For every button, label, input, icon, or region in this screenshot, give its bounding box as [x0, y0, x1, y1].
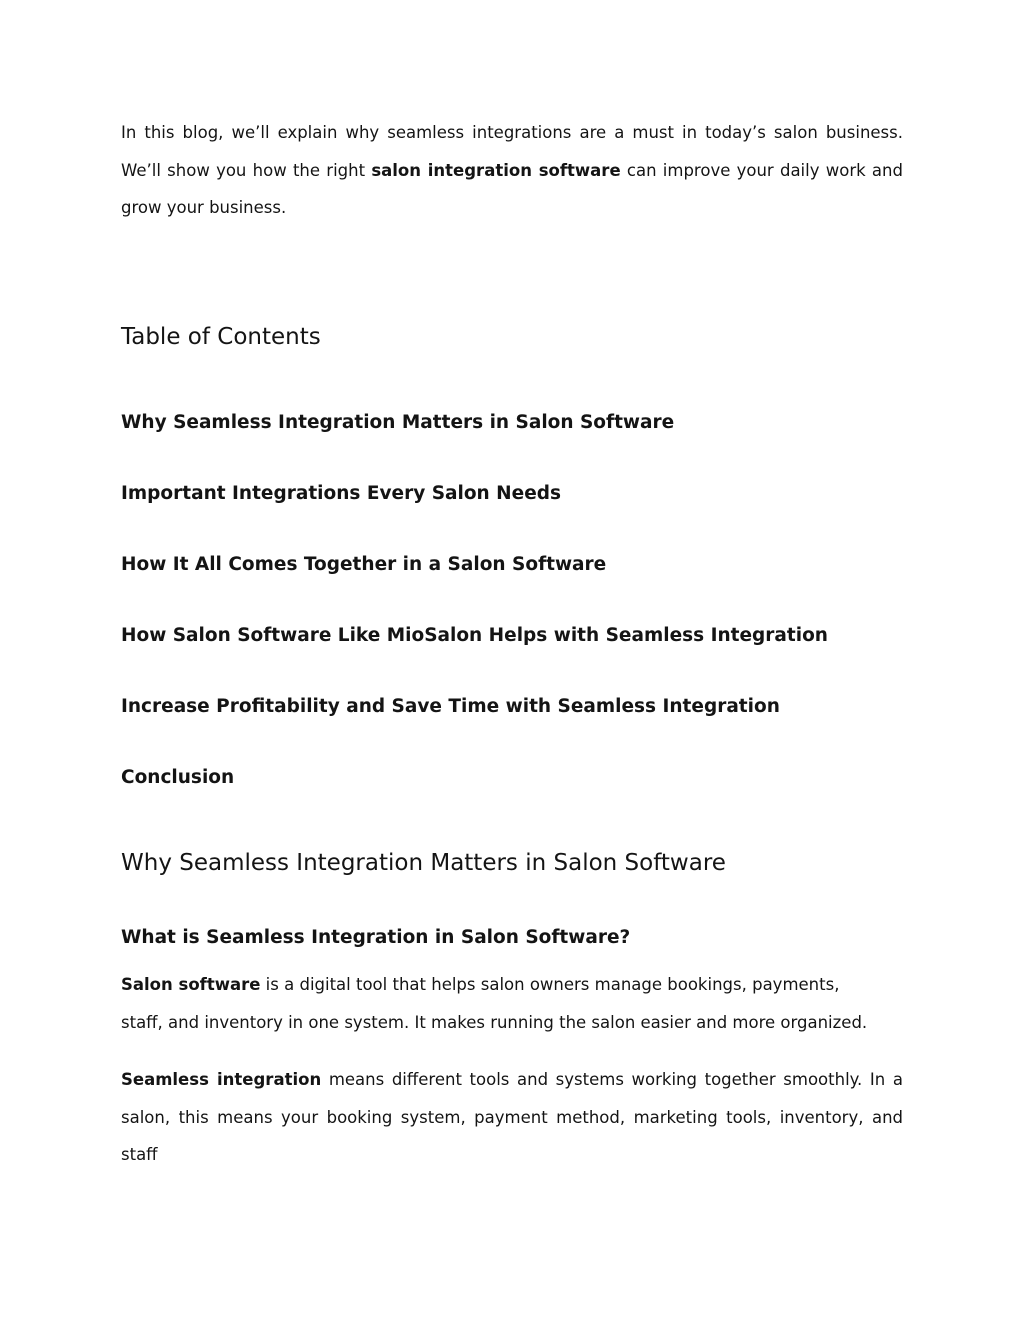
salon-software-paragraph: [121, 966, 881, 1041]
toc-title: Table of Contents: [121, 324, 321, 350]
intro-text-after: can improve your daily work and grow your business.: [121, 160, 903, 217]
toc-item-why-seamless-integration[interactable]: Why Seamless Integration Matters in Salon Software: [121, 412, 675, 433]
salon-software-bold: Salon software: [121, 975, 261, 994]
toc-item-how-it-comes-together[interactable]: How It All Comes Together in a Salon Software: [121, 554, 607, 575]
seamless-integration-paragraph: [121, 1061, 903, 1174]
salon-software-text: is a digital tool that helps salon owners manage bookings, payments, staff, and inventory in one system. It makes running the salon easier and more organized.: [121, 975, 868, 1032]
toc-item-important-integrations[interactable]: Important Integrations Every Salon Needs: [121, 483, 561, 504]
intro-bold-keyword: salon integration software: [371, 160, 621, 180]
toc-item-increase-profitability[interactable]: Increase Profitability and Save Time with Seamless Integration: [121, 696, 780, 717]
intro-text-before: In this blog, we’ll explain why seamless integrations are a must in today’s salon business. We’ll show you how the right: [121, 123, 903, 180]
toc-item-conclusion[interactable]: Conclusion: [121, 767, 235, 788]
toc-item-miosalon-helps[interactable]: How Salon Software Like MioSalon Helps with Seamless Integration: [121, 625, 828, 646]
seamless-integration-text: means different tools and systems working together smoothly. In a salon, this means your booking system, payment method, marketing tools, inventory, and staff: [121, 1070, 903, 1164]
intro-paragraph: [121, 114, 903, 227]
section-heading: Why Seamless Integration Matters in Salon Software: [121, 850, 726, 876]
section-subheading: What is Seamless Integration in Salon Software?: [121, 927, 631, 948]
seamless-integration-bold: Seamless integration: [121, 1070, 322, 1089]
